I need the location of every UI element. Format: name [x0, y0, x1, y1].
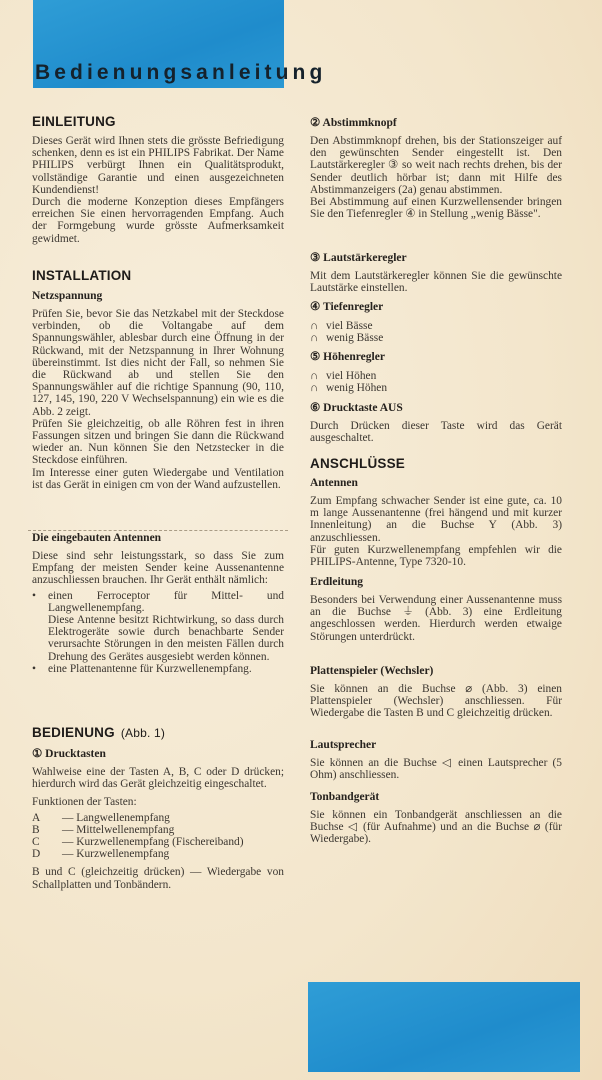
knob-icon: ∩ — [310, 370, 319, 382]
section-tonbandgeraet — [310, 791, 562, 846]
heading-einleitung: EINLEITUNG — [32, 114, 116, 129]
list-item: B — Mittelwellenempfang — [32, 823, 175, 836]
bullet-text: Diese Antenne besitzt Richtwirkung, so dass durch Elektrogeräte sowie durch benachbarte Sender verursachte Störungen in den meisten Fällen durch Drehung des Gerätes ausgesiebt werden können. — [48, 614, 284, 663]
subheading-abstimmknopf: ② Abstimmknopf — [310, 117, 397, 129]
section-plattenspieler — [310, 665, 562, 720]
paragraph: Sie können an die Buchse ◁ einen Lautsprecher (5 Ohm) anschliessen. — [310, 757, 562, 782]
subheading-erdleitung: Erdleitung — [310, 576, 364, 588]
section-einleitung — [32, 114, 284, 245]
paragraph: Bei Abstimmung auf einen Kurzwellensender bringen Sie den Tiefenregler ④ in Stellung „wenig Bässe". — [310, 196, 562, 221]
subheading-antennen: Die eingebauten Antennen — [32, 532, 162, 544]
paragraph: Prüfen Sie, bevor Sie das Netzkabel mit der Steckdose verbinden, ob die Voltangabe auf dem Spannungswähler, ablesbar durch eine Öffnung in der Rückwand, mit der Netzspannung in Ihrer Wohnung übereinstimmt. Ist dies nicht der Fall, so nehmen Sie die Rückwand ab und stellen Sie den Spannungswähler auf die richtige Spannung (90, 110, 127, 145, 190, 220 V Wechselspannung) ein wie es die Abb. 2 zeigt. — [32, 308, 284, 418]
paragraph: Den Abstimmknopf drehen, bis der Stationszeiger auf den gewünschten Sender eingestellt ist. Den Lautstärkeregler ③ so weit nach rechts drehen, bis der Sender deutlich hörbar ist; dann mit Hilfe des Abstimmanzeigers (2a) genau abstimmen. — [310, 135, 562, 196]
section-lautsprecher — [310, 739, 562, 781]
subheading-lautsprecher: Lautsprecher — [310, 739, 377, 751]
knob-icon: ∩ — [310, 332, 319, 344]
paragraph: Prüfen Sie gleichzeitig, ob alle Röhren fest in ihren Fassungen sitzen und bringen Sie dann die Rückwand wieder an. Nun können Sie den Netzstecker in die Steckdose einführen. — [32, 417, 284, 467]
heading-bedienung: BEDIENUNG — [32, 725, 115, 740]
paragraph: Im Interesse einer guten Wiedergabe und Ventilation ist das Gerät in einigen cm von der Wand aufzustellen. — [32, 466, 284, 491]
subheading-tiefenregler: ④ Tiefenregler — [310, 301, 384, 313]
paragraph: Durch die moderne Konzeption dieses Empfängers erreichen Sie einen hervorragenden Empfang. Auch der Formgebung wurde grösste Aufmerksamkeit gewidmet. — [32, 196, 284, 245]
subheading-hoehenregler: ⑤ Höhenregler — [310, 351, 385, 363]
section-bedienung — [32, 725, 284, 891]
list-item: C — Kurzwellenempfang (Fischereiband) — [32, 836, 244, 849]
option-label: viel Höhen — [326, 370, 377, 382]
subheading-netzspannung: Netzspannung — [32, 290, 103, 302]
footer-blue-block — [308, 982, 580, 1072]
section-drucktaste-aus — [310, 400, 562, 444]
bullet-text: einen Ferroceptor für Mittel- und Langwellenempfang. — [48, 589, 284, 614]
bullet-icon: • — [32, 662, 36, 675]
subheading-lautstaerkeregler: ③ Lautstärkeregler — [310, 252, 407, 264]
option-label: viel Bässe — [326, 320, 373, 332]
subheading-antennen: Antennen — [310, 477, 358, 489]
section-lautstaerke — [310, 250, 562, 294]
divider — [28, 530, 288, 531]
subheading-tonbandgeraet: Tonbandgerät — [310, 791, 380, 803]
key-functions-list — [32, 812, 284, 861]
section-tiefenregler — [310, 299, 562, 343]
bullet-text: eine Plattenantenne für Kurzwellenempfang. — [48, 662, 252, 675]
bullet-icon: • — [32, 589, 36, 602]
paragraph: Funktionen der Tasten: — [32, 796, 137, 809]
subheading-drucktaste-aus: ⑥ Drucktaste AUS — [310, 402, 403, 414]
option-label: wenig Bässe — [326, 332, 384, 344]
knob-icon: ∩ — [310, 320, 319, 332]
paragraph: Besonders bei Verwendung einer Aussenantenne muss an die Buchse ⏚ (Abb. 3) eine Erdleitung angeschlossen werden. Hierdurch werden etwaige Störungen unterdrückt. — [310, 594, 562, 643]
option-label: wenig Höhen — [326, 382, 388, 394]
section-anschluesse — [310, 456, 562, 568]
paragraph: Zum Empfang schwacher Sender ist eine gute, ca. 10 m lange Aussenantenne (frei hängend und mit kurzer Innenleitung) an die Buchse Y (Abb. 3) anzuschliessen. — [310, 495, 562, 544]
section-antennen — [32, 532, 284, 675]
section-abstimmknopf — [310, 115, 562, 220]
knob-icon: ∩ — [310, 382, 319, 394]
paragraph: Diese sind sehr leistungsstark, so dass Sie zum Empfang der meisten Sender keine Aussenantenne anzuschliessen brauchen. Ihr Gerät enthält nämlich: — [32, 550, 284, 587]
paragraph: Sie können an die Buchse ⌀ (Abb. 3) einen Plattenspieler (Wechsler) anschliessen. Für Wiedergabe die Tasten B und C gleichzeitig drücken. — [310, 683, 562, 720]
header-blue-block — [33, 0, 327, 88]
list-item: D — Kurzwellenempfang — [32, 848, 170, 861]
section-erdleitung — [310, 576, 562, 643]
paragraph: Für guten Kurzwellenempfang empfehlen wir die PHILIPS-Antenne, Type 7320-10. — [310, 543, 562, 569]
section-installation — [32, 268, 284, 491]
paragraph: Durch Drücken dieser Taste wird das Gerät ausgeschaltet. — [310, 420, 562, 445]
paragraph: Wahlweise eine der Tasten A, B, C oder D drücken; hierdurch wird das Gerät gleichzeitig eingeschaltet. — [32, 766, 284, 791]
page-title: Bedienungsanleitung — [35, 61, 327, 84]
paragraph: B und C (gleichzeitig drücken) — Wiedergabe von Schallplatten und Tonbändern. — [32, 866, 284, 891]
heading-installation: INSTALLATION — [32, 268, 132, 283]
subheading-drucktasten: ① Drucktasten — [32, 748, 106, 760]
subheading-plattenspieler: Plattenspieler (Wechsler) — [310, 665, 434, 677]
figure-ref: (Abb. 1) — [120, 726, 166, 740]
heading-anschluesse: ANSCHLÜSSE — [310, 456, 406, 471]
paragraph: Sie können ein Tonbandgerät anschliessen an die Buchse ◁ (für Aufnahme) und an die Buchse ⌀ (für Wiedergabe). — [310, 809, 562, 846]
paragraph: Mit dem Lautstärkeregler können Sie die gewünschte Lautstärke einstellen. — [310, 270, 562, 295]
list-item: A — Langwellenempfang — [32, 811, 170, 824]
paragraph: Dieses Gerät wird Ihnen stets die grösste Befriedigung schenken, denn es ist ein PHILIPS Fabrikat. Der Name PHILIPS verbürgt Ihnen ein Qualitätsprodukt, vollständige Garantie und einen ausgezeichneten Kundendienst! — [32, 135, 284, 196]
section-hoehenregler — [310, 349, 562, 393]
